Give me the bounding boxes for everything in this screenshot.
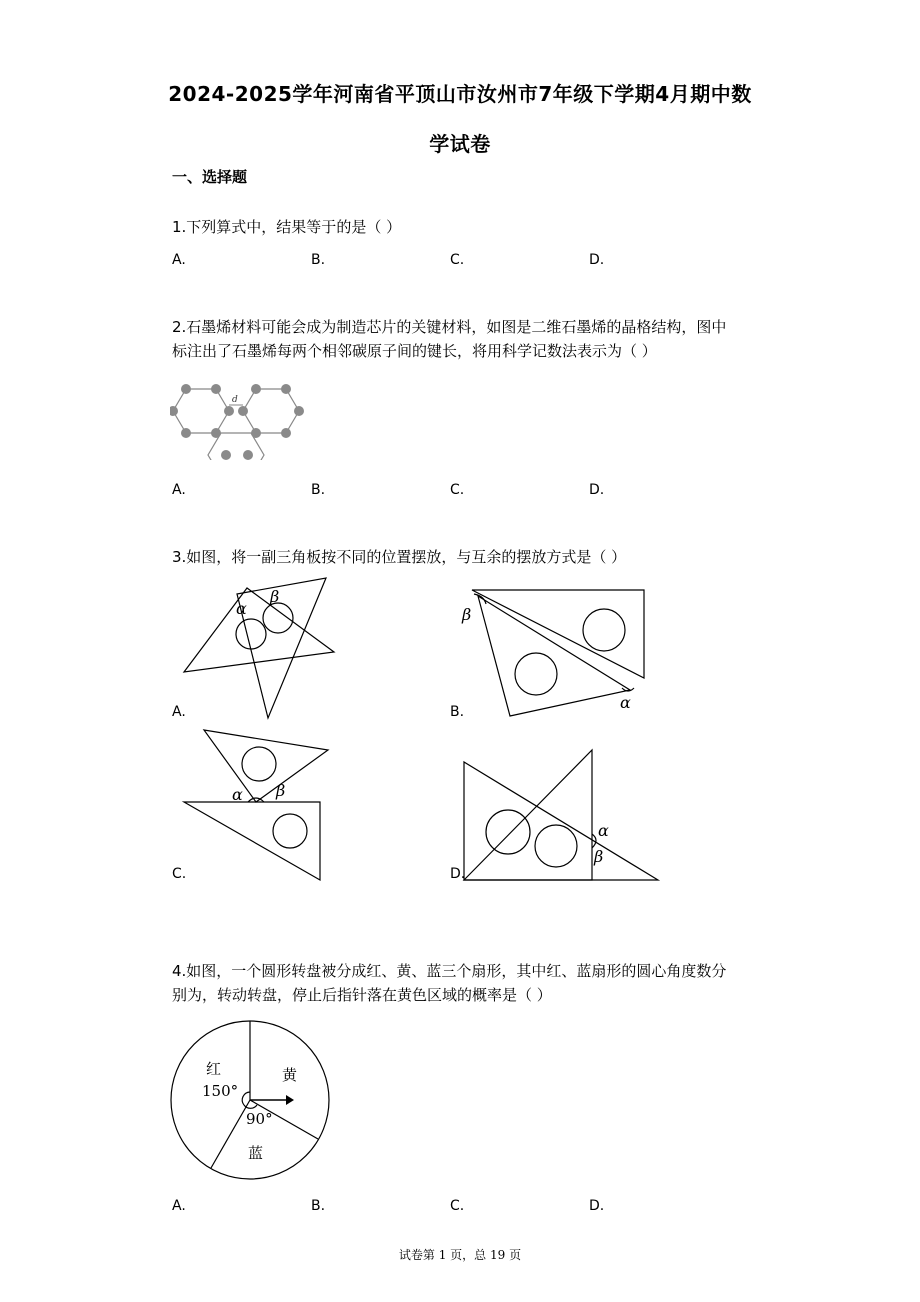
figure-a-triangles [180,576,340,722]
section-heading: 一、选择题 [172,168,248,186]
figure-b-alpha: α [620,693,631,712]
q1-option-c[interactable]: C. [450,252,465,268]
exam-title-line1: 2024-2025学年河南省平顶山市汝州市7年级下学期4月期中数 [168,82,752,106]
question-1-text: 1.下列算式中，结果等于的是（ ） [172,218,402,236]
page-footer: 试卷第 1 页，总 19 页 [398,1248,522,1262]
q3-option-b[interactable]: B. [450,704,465,720]
question-3-text: 3.如图，将一副三角板按不同的位置摆放，与互余的摆放方式是（ ） [172,548,627,566]
figure-b-beta: β [462,605,472,624]
spinner-figure [168,1016,338,1186]
question-2-line1: 2.石墨烯材料可能会成为制造芯片的关键材料，如图是二维石墨烯的晶格结构，图中 [172,318,727,336]
q4-option-a[interactable]: A. [172,1198,186,1214]
q4-option-d[interactable]: D. [589,1198,605,1214]
q1-option-a[interactable]: A. [172,252,186,268]
figure-a-alpha: α [236,599,247,618]
q2-option-a[interactable]: A. [172,482,186,498]
q1-option-d[interactable]: D. [589,252,605,268]
q4-option-b[interactable]: B. [311,1198,326,1214]
question-2-line2: 标注出了石墨烯每两个相邻碳原子间的键长，将用科学记数法表示为（ ） [172,342,657,360]
exam-title-line2: 学试卷 [429,132,491,156]
spinner-red-label: 红 [206,1060,222,1078]
pointer-arrow-icon [286,1095,294,1105]
spinner-blue-label: 蓝 [248,1144,264,1162]
q3-option-a[interactable]: A. [172,704,186,720]
figure-b-triangles [458,584,648,724]
question-4-line1: 4.如图，一个圆形转盘被分成红、黄、蓝三个扇形，其中红、蓝扇形的圆心角度数分 [172,962,727,980]
question-4-line2: 别为，转动转盘，停止后指针落在黄色区域的概率是（ ） [172,986,552,1004]
figure-c-beta: β [276,781,286,800]
q3-option-d[interactable]: D. [450,866,466,882]
figure-c-alpha: α [232,785,243,804]
spinner-red-angle: 150° [202,1082,239,1100]
spinner-yellow-label: 黄 [282,1066,298,1084]
q4-option-c[interactable]: C. [450,1198,465,1214]
q1-option-b[interactable]: B. [311,252,326,268]
bond-length-label: d [232,395,238,405]
figure-d-triangles [458,748,664,884]
figure-d-beta: β [594,847,604,866]
q2-option-c[interactable]: C. [450,482,465,498]
graphene-lattice-figure [170,378,310,460]
spinner-blue-angle: 90° [246,1110,273,1128]
figure-a-beta: β [270,587,280,606]
q2-option-b[interactable]: B. [311,482,326,498]
figure-d-alpha: α [598,821,609,840]
q2-option-d[interactable]: D. [589,482,605,498]
figure-c-triangles [180,724,330,884]
q3-option-c[interactable]: C. [172,866,187,882]
